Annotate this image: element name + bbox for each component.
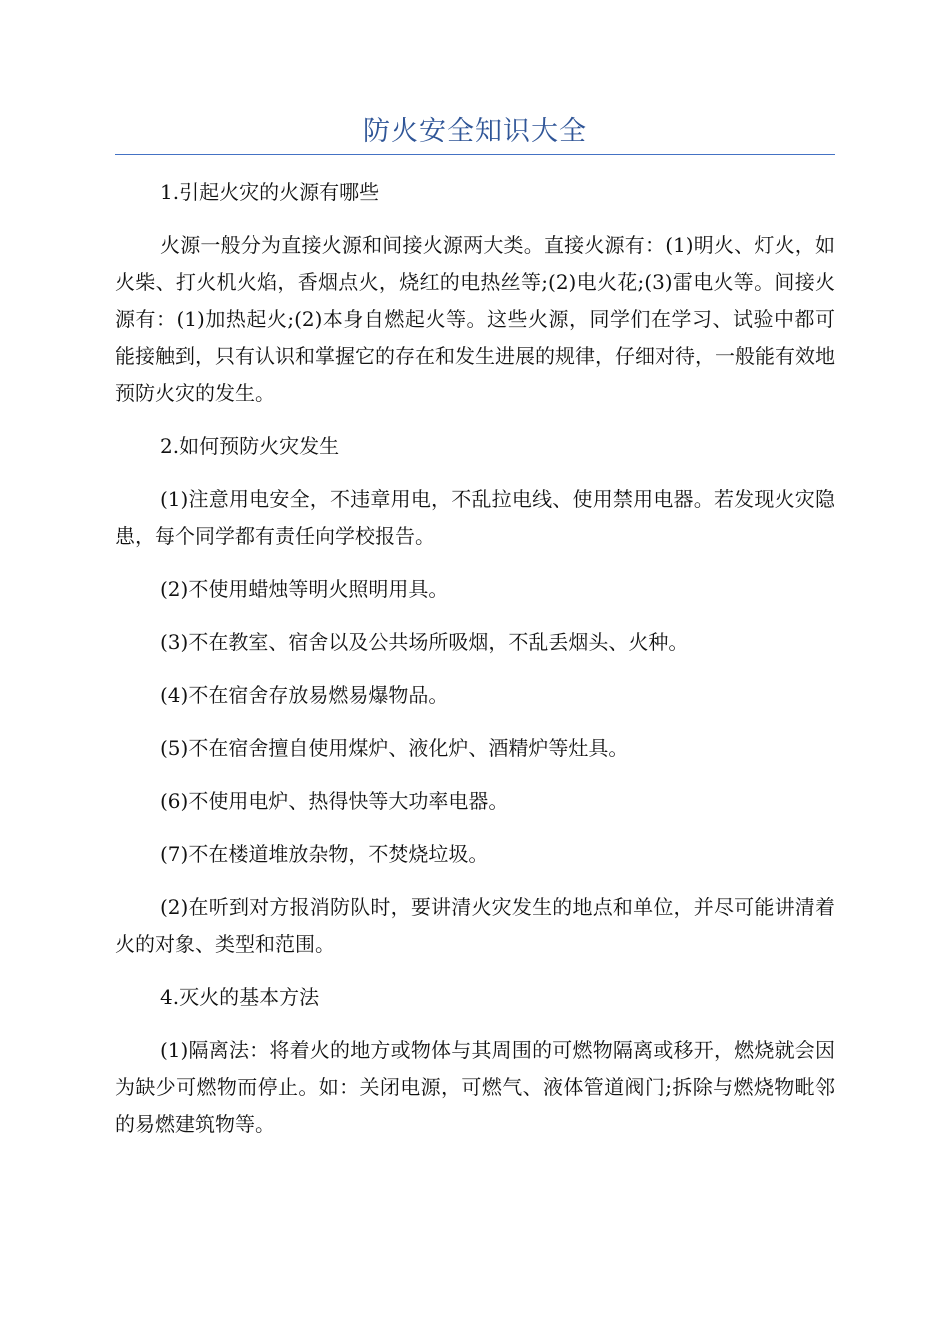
list-item: (3)不在教室、宿舍以及公共场所吸烟，不乱丢烟头、火种。 bbox=[160, 630, 689, 654]
document-body bbox=[115, 174, 835, 1159]
list-item: (1)隔离法：将着火的地方或物体与其周围的可燃物隔离或移开，燃烧就会因为缺少可燃物而停止。如：关闭电源，可燃气、液体管道阀门;拆除与燃烧物毗邻的易燃建筑物等。 bbox=[115, 1038, 835, 1136]
list-item: (5)不在宿舍擅自使用煤炉、液化炉、酒精炉等灶具。 bbox=[160, 736, 629, 760]
section-heading: 4.灭火的基本方法 bbox=[160, 985, 320, 1009]
list-item: (7)不在楼道堆放杂物，不焚烧垃圾。 bbox=[160, 842, 489, 866]
paragraph: 火源一般分为直接火源和间接火源两大类。直接火源有：(1)明火、灯火，如火柴、打火机火焰，香烟点火，烧红的电热丝等;(2)电火花;(3)雷电火等。间接火源有：(1)加热起火;(2)本身自燃起火等。这些火源，同学们在学习、试验中都可能接触到，只有认识和掌握它的存在和发生进展的规律，仔细对待，一般能有效地预防火灾的发生。 bbox=[115, 233, 835, 405]
section-heading: 2.如何预防火灾发生 bbox=[160, 434, 340, 458]
list-item: (4)不在宿舍存放易燃易爆物品。 bbox=[160, 683, 449, 707]
title-underline bbox=[115, 154, 835, 155]
list-item: (2)在听到对方报消防队时，要讲清火灾发生的地点和单位，并尽可能讲清着火的对象、类型和范围。 bbox=[115, 895, 835, 956]
section-heading: 1.引起火灾的火源有哪些 bbox=[160, 180, 380, 204]
document-title: 防火安全知识大全 bbox=[363, 116, 587, 147]
list-item: (2)不使用蜡烛等明火照明用具。 bbox=[160, 577, 449, 601]
list-item: (1)注意用电安全，不违章用电，不乱拉电线、使用禁用电器。若发现火灾隐患，每个同学都有责任向学校报告。 bbox=[115, 487, 835, 548]
list-item: (6)不使用电炉、热得快等大功率电器。 bbox=[160, 789, 509, 813]
